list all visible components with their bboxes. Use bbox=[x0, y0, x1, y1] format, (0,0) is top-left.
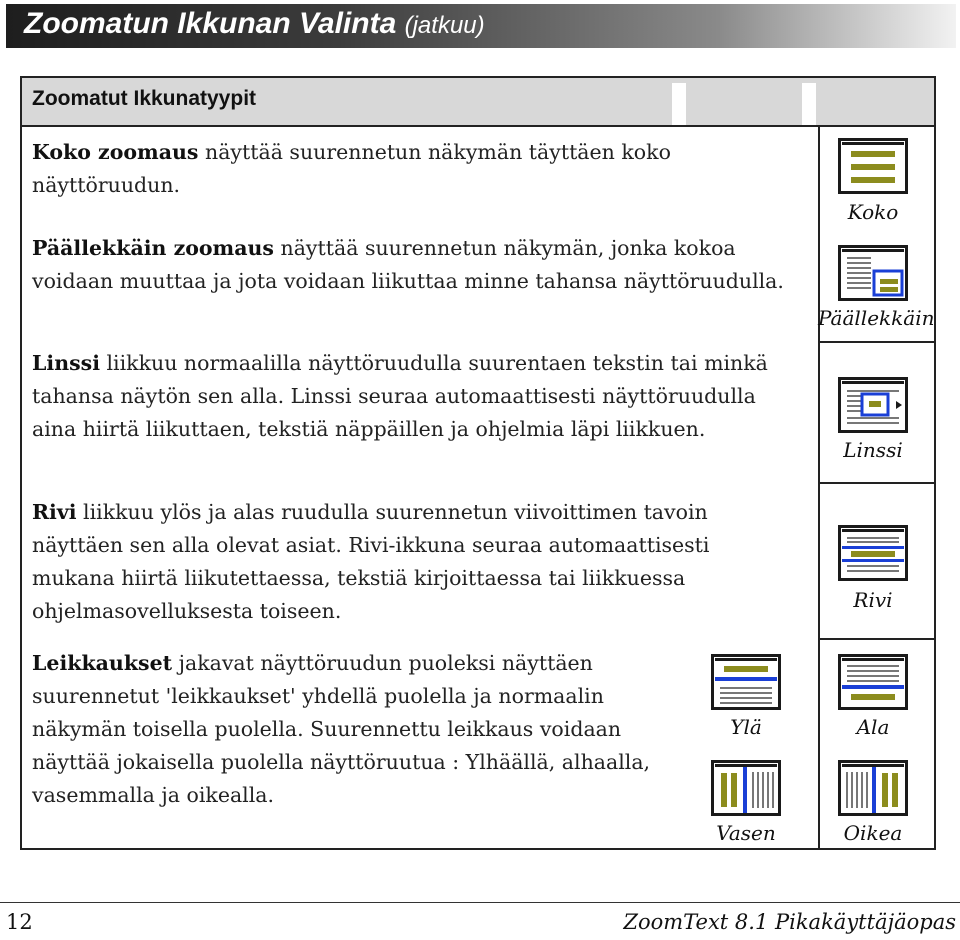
row-divider bbox=[820, 341, 934, 343]
caption-vasen: Vasen bbox=[716, 821, 776, 845]
paragraph-leikkaukset bbox=[32, 647, 672, 812]
caption-linssi: Linssi bbox=[843, 438, 903, 462]
term-linssi: Linssi bbox=[32, 351, 100, 375]
paragraph-linssi bbox=[32, 347, 792, 446]
text-leikkaukset: jakavat näyttöruudun puoleksi näyttäen suurennetut 'leikkaukset' yhdellä puolella ja normaalin näkymän toisella puolella. Suurennettu leikkaus voidaan näyttää jokaisella puolella näyttöruutua : Ylhäällä, alhaalla, vasemmalla ja oikealla. bbox=[32, 651, 651, 807]
caption-ala: Ala bbox=[856, 715, 890, 739]
vasen-icon bbox=[711, 760, 781, 816]
text-paallekkain: näyttää suurennetun näkymän, jonka kokoa voidaan muuttaa ja jota voidaan liikuttaa minne tahansa näyttöruudulla. bbox=[32, 236, 784, 293]
linssi-icon bbox=[838, 377, 908, 433]
ala-icon bbox=[838, 654, 908, 710]
paallekkain-icon bbox=[838, 245, 908, 301]
page-title bbox=[24, 7, 485, 41]
paragraph-koko bbox=[32, 136, 792, 202]
page-number: 12 bbox=[6, 910, 33, 934]
caption-paallekkain: Päällekkäin bbox=[818, 306, 935, 330]
term-koko: Koko zoomaus bbox=[32, 140, 199, 164]
section-header-label: Zoomatut Ikkunatyypit bbox=[32, 87, 257, 110]
window-types-box bbox=[20, 76, 936, 850]
text-koko: näyttää suurennetun näkymän täyttäen koko näyttöruudun. bbox=[32, 140, 671, 197]
term-leikkaukset: Leikkaukset bbox=[32, 651, 173, 675]
text-rivi: liikkuu ylös ja alas ruudulla suurennetun viivoittimen tavoin näyttäen sen alla olevat asiat. Rivi-ikkuna seuraa automaattisesti mukana hiirtä liikutettaessa, tekstiä kirjoittaessa tai liikkuessa ohjelmasovelluksesta toiseen. bbox=[32, 500, 710, 623]
page-title-sub: (jatkuu) bbox=[404, 12, 485, 39]
oikea-icon bbox=[838, 760, 908, 816]
header-tab-decoration bbox=[802, 83, 816, 125]
term-paallekkain: Päällekkäin zoomaus bbox=[32, 236, 274, 260]
section-header bbox=[22, 78, 934, 127]
caption-yla: Ylä bbox=[730, 715, 762, 739]
yla-icon bbox=[711, 654, 781, 710]
paragraph-rivi bbox=[32, 496, 792, 628]
document-title: ZoomText 8.1 Pikakäyttäjäopas bbox=[623, 910, 956, 934]
row-divider bbox=[820, 482, 934, 484]
caption-rivi: Rivi bbox=[853, 588, 893, 612]
header-tab-decoration bbox=[672, 83, 686, 125]
column-divider bbox=[818, 125, 820, 848]
text-linssi: liikkuu normaalilla näyttöruudulla suurentaen tekstin tai minkä tahansa näytön sen alla. Linssi seuraa automaattisesti näyttöruudulla aina hiirtä liikuttaen, tekstiä näppäillen ja ohjelmia läpi liikkuen. bbox=[32, 351, 768, 441]
term-rivi: Rivi bbox=[32, 500, 77, 524]
rivi-icon bbox=[838, 525, 908, 581]
footer-divider bbox=[0, 902, 960, 903]
caption-oikea: Oikea bbox=[843, 821, 903, 845]
row-divider bbox=[820, 638, 934, 640]
title-bar bbox=[6, 4, 956, 48]
page-title-main: Zoomatun Ikkunan Valinta bbox=[24, 7, 397, 40]
caption-koko: Koko bbox=[847, 200, 899, 224]
koko-icon bbox=[838, 138, 908, 194]
paragraph-paallekkain bbox=[32, 232, 792, 298]
